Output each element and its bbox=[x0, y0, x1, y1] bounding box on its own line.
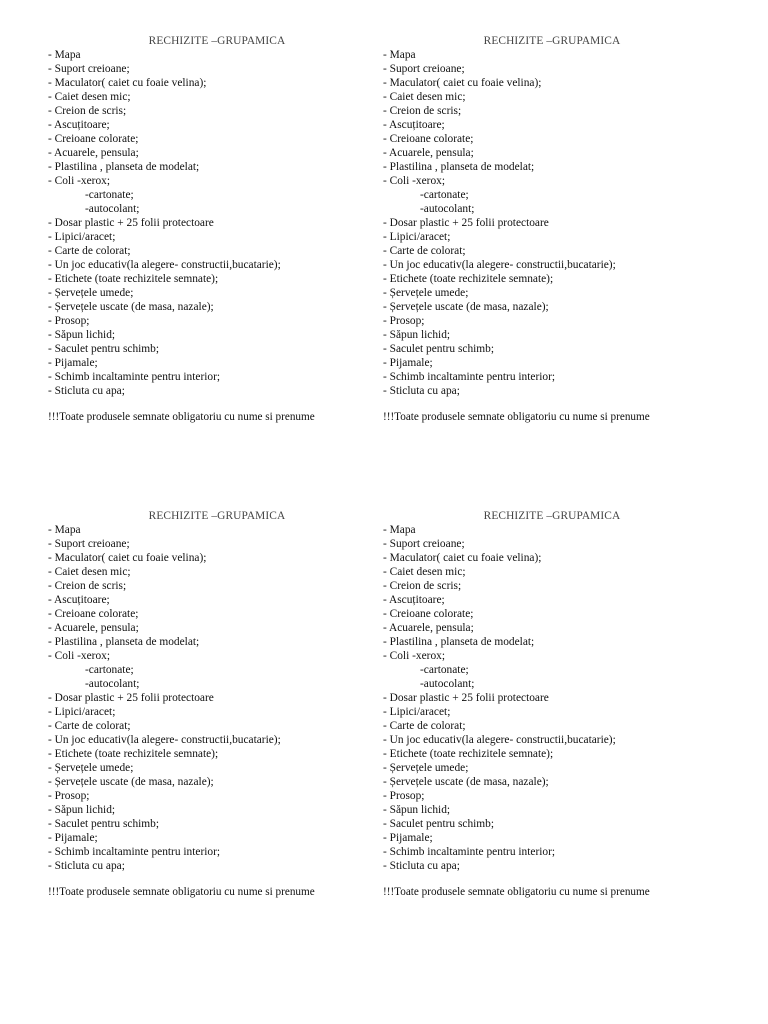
list-item: - Carte de colorat; bbox=[48, 245, 131, 257]
list-item: - Carte de colorat; bbox=[383, 720, 466, 732]
list-item: - Maculator( caiet cu foaie velina); bbox=[383, 77, 542, 89]
list-item: - Prosop; bbox=[383, 790, 425, 802]
list-item: - Acuarele, pensula; bbox=[383, 622, 474, 634]
list-item: - Șervețele uscate (de masa, nazale); bbox=[48, 776, 214, 788]
signature-note: !!!Toate produsele semnate obligatoriu cu nume si prenume bbox=[383, 411, 650, 423]
list-item: - Lipici/aracet; bbox=[48, 706, 116, 718]
list-item: - Saculet pentru schimb; bbox=[383, 818, 495, 830]
list-item: - Maculator( caiet cu foaie velina); bbox=[383, 552, 542, 564]
list-item: - Schimb incaltaminte pentru interior; bbox=[383, 846, 556, 858]
list-item: - Coli -xerox; bbox=[383, 175, 446, 187]
list-item: - Mapa bbox=[48, 524, 81, 536]
list-item: - Ascuțitoare; bbox=[383, 119, 445, 131]
list-item: - Lipici/aracet; bbox=[48, 231, 116, 243]
list-item: - Carte de colorat; bbox=[383, 245, 466, 257]
list-item: - Dosar plastic + 25 folii protectoare bbox=[48, 217, 214, 229]
list-item: - Creioane colorate; bbox=[48, 608, 139, 620]
list-subitem: -cartonate; bbox=[420, 664, 469, 676]
list-title: RECHIZITE –GRUPAMICA bbox=[483, 510, 621, 522]
list-item: - Șervețele umede; bbox=[48, 762, 134, 774]
list-item: - Caiet desen mic; bbox=[383, 566, 466, 578]
supply-list bbox=[383, 523, 713, 873]
list-item: - Săpun lichid; bbox=[383, 329, 451, 341]
list-item: - Dosar plastic + 25 folii protectoare bbox=[383, 217, 549, 229]
signature-note: !!!Toate produsele semnate obligatoriu cu nume si prenume bbox=[48, 411, 315, 423]
list-item: - Lipici/aracet; bbox=[383, 706, 451, 718]
list-item: - Caiet desen mic; bbox=[48, 566, 131, 578]
list-item: - Plastilina , planseta de modelat; bbox=[383, 161, 535, 173]
list-block-bottom-right bbox=[383, 509, 713, 899]
list-item: - Suport creioane; bbox=[383, 538, 465, 550]
list-subitem: -cartonate; bbox=[85, 189, 134, 201]
list-item: - Prosop; bbox=[48, 790, 90, 802]
list-title: RECHIZITE –GRUPAMICA bbox=[148, 35, 286, 47]
list-item: - Creioane colorate; bbox=[383, 133, 474, 145]
list-item: - Carte de colorat; bbox=[48, 720, 131, 732]
list-item: - Șervețele umede; bbox=[383, 762, 469, 774]
list-subitem: -autocolant; bbox=[85, 678, 140, 690]
list-item: - Un joc educativ(la alegere- constructii,bucatarie); bbox=[383, 259, 616, 271]
supply-list bbox=[48, 523, 378, 873]
list-item: - Caiet desen mic; bbox=[383, 91, 466, 103]
list-item: - Șervețele uscate (de masa, nazale); bbox=[383, 301, 549, 313]
list-item: - Acuarele, pensula; bbox=[48, 622, 139, 634]
list-item: - Schimb incaltaminte pentru interior; bbox=[48, 371, 221, 383]
list-item: - Creion de scris; bbox=[48, 580, 127, 592]
list-item: - Creion de scris; bbox=[48, 105, 127, 117]
list-item: - Plastilina , planseta de modelat; bbox=[48, 161, 200, 173]
list-item: - Mapa bbox=[48, 49, 81, 61]
list-item: - Un joc educativ(la alegere- constructii,bucatarie); bbox=[383, 734, 616, 746]
list-item: - Creioane colorate; bbox=[383, 608, 474, 620]
list-item: - Săpun lichid; bbox=[48, 329, 116, 341]
list-item: - Sticluta cu apa; bbox=[383, 860, 460, 872]
list-item: - Maculator( caiet cu foaie velina); bbox=[48, 77, 207, 89]
list-item: - Schimb incaltaminte pentru interior; bbox=[48, 846, 221, 858]
list-item: - Săpun lichid; bbox=[383, 804, 451, 816]
list-item: - Mapa bbox=[383, 524, 416, 536]
list-subitem: -cartonate; bbox=[85, 664, 134, 676]
list-item: - Creion de scris; bbox=[383, 105, 462, 117]
signature-note: !!!Toate produsele semnate obligatoriu cu nume si prenume bbox=[48, 886, 315, 898]
list-item: - Pijamale; bbox=[383, 357, 433, 369]
signature-note: !!!Toate produsele semnate obligatoriu cu nume si prenume bbox=[383, 886, 650, 898]
list-item: - Ascuțitoare; bbox=[48, 594, 110, 606]
list-block-top-right bbox=[383, 34, 713, 424]
list-item: - Etichete (toate rechizitele semnate); bbox=[48, 748, 219, 760]
list-item: - Săpun lichid; bbox=[48, 804, 116, 816]
list-item: - Coli -xerox; bbox=[48, 175, 111, 187]
list-item: - Saculet pentru schimb; bbox=[48, 818, 160, 830]
list-item: - Prosop; bbox=[48, 315, 90, 327]
list-item: - Suport creioane; bbox=[383, 63, 465, 75]
list-item: - Dosar plastic + 25 folii protectoare bbox=[48, 692, 214, 704]
supply-list bbox=[383, 48, 713, 398]
list-item: - Șervețele umede; bbox=[383, 287, 469, 299]
list-item: - Etichete (toate rechizitele semnate); bbox=[383, 273, 554, 285]
list-item: - Dosar plastic + 25 folii protectoare bbox=[383, 692, 549, 704]
list-item: - Sticluta cu apa; bbox=[48, 385, 125, 397]
list-item: - Caiet desen mic; bbox=[48, 91, 131, 103]
list-item: - Prosop; bbox=[383, 315, 425, 327]
list-item: - Schimb incaltaminte pentru interior; bbox=[383, 371, 556, 383]
list-title: RECHIZITE –GRUPAMICA bbox=[148, 510, 286, 522]
list-item: - Creion de scris; bbox=[383, 580, 462, 592]
list-item: - Pijamale; bbox=[48, 832, 98, 844]
list-item: - Lipici/aracet; bbox=[383, 231, 451, 243]
list-item: - Acuarele, pensula; bbox=[383, 147, 474, 159]
list-item: - Etichete (toate rechizitele semnate); bbox=[48, 273, 219, 285]
list-item: - Sticluta cu apa; bbox=[48, 860, 125, 872]
list-item: - Acuarele, pensula; bbox=[48, 147, 139, 159]
list-item: - Pijamale; bbox=[383, 832, 433, 844]
list-block-bottom-left bbox=[48, 509, 378, 899]
list-item: - Ascuțitoare; bbox=[48, 119, 110, 131]
list-item: - Sticluta cu apa; bbox=[383, 385, 460, 397]
list-item: - Coli -xerox; bbox=[48, 650, 111, 662]
list-block-top-left bbox=[48, 34, 378, 424]
list-subitem: -autocolant; bbox=[85, 203, 140, 215]
list-item: - Creioane colorate; bbox=[48, 133, 139, 145]
list-item: - Plastilina , planseta de modelat; bbox=[48, 636, 200, 648]
list-item: - Pijamale; bbox=[48, 357, 98, 369]
list-item: - Șervețele uscate (de masa, nazale); bbox=[383, 776, 549, 788]
list-title: RECHIZITE –GRUPAMICA bbox=[483, 35, 621, 47]
list-item: - Suport creioane; bbox=[48, 538, 130, 550]
list-item: - Mapa bbox=[383, 49, 416, 61]
supply-list bbox=[48, 48, 378, 398]
list-item: - Suport creioane; bbox=[48, 63, 130, 75]
list-item: - Un joc educativ(la alegere- constructii,bucatarie); bbox=[48, 259, 281, 271]
list-item: - Maculator( caiet cu foaie velina); bbox=[48, 552, 207, 564]
list-item: - Șervețele uscate (de masa, nazale); bbox=[48, 301, 214, 313]
list-item: - Saculet pentru schimb; bbox=[48, 343, 160, 355]
list-subitem: -autocolant; bbox=[420, 678, 475, 690]
list-item: - Etichete (toate rechizitele semnate); bbox=[383, 748, 554, 760]
list-item: - Șervețele umede; bbox=[48, 287, 134, 299]
list-item: - Saculet pentru schimb; bbox=[383, 343, 495, 355]
list-subitem: -cartonate; bbox=[420, 189, 469, 201]
list-item: - Plastilina , planseta de modelat; bbox=[383, 636, 535, 648]
list-item: - Un joc educativ(la alegere- constructii,bucatarie); bbox=[48, 734, 281, 746]
list-item: - Coli -xerox; bbox=[383, 650, 446, 662]
list-item: - Ascuțitoare; bbox=[383, 594, 445, 606]
list-subitem: -autocolant; bbox=[420, 203, 475, 215]
